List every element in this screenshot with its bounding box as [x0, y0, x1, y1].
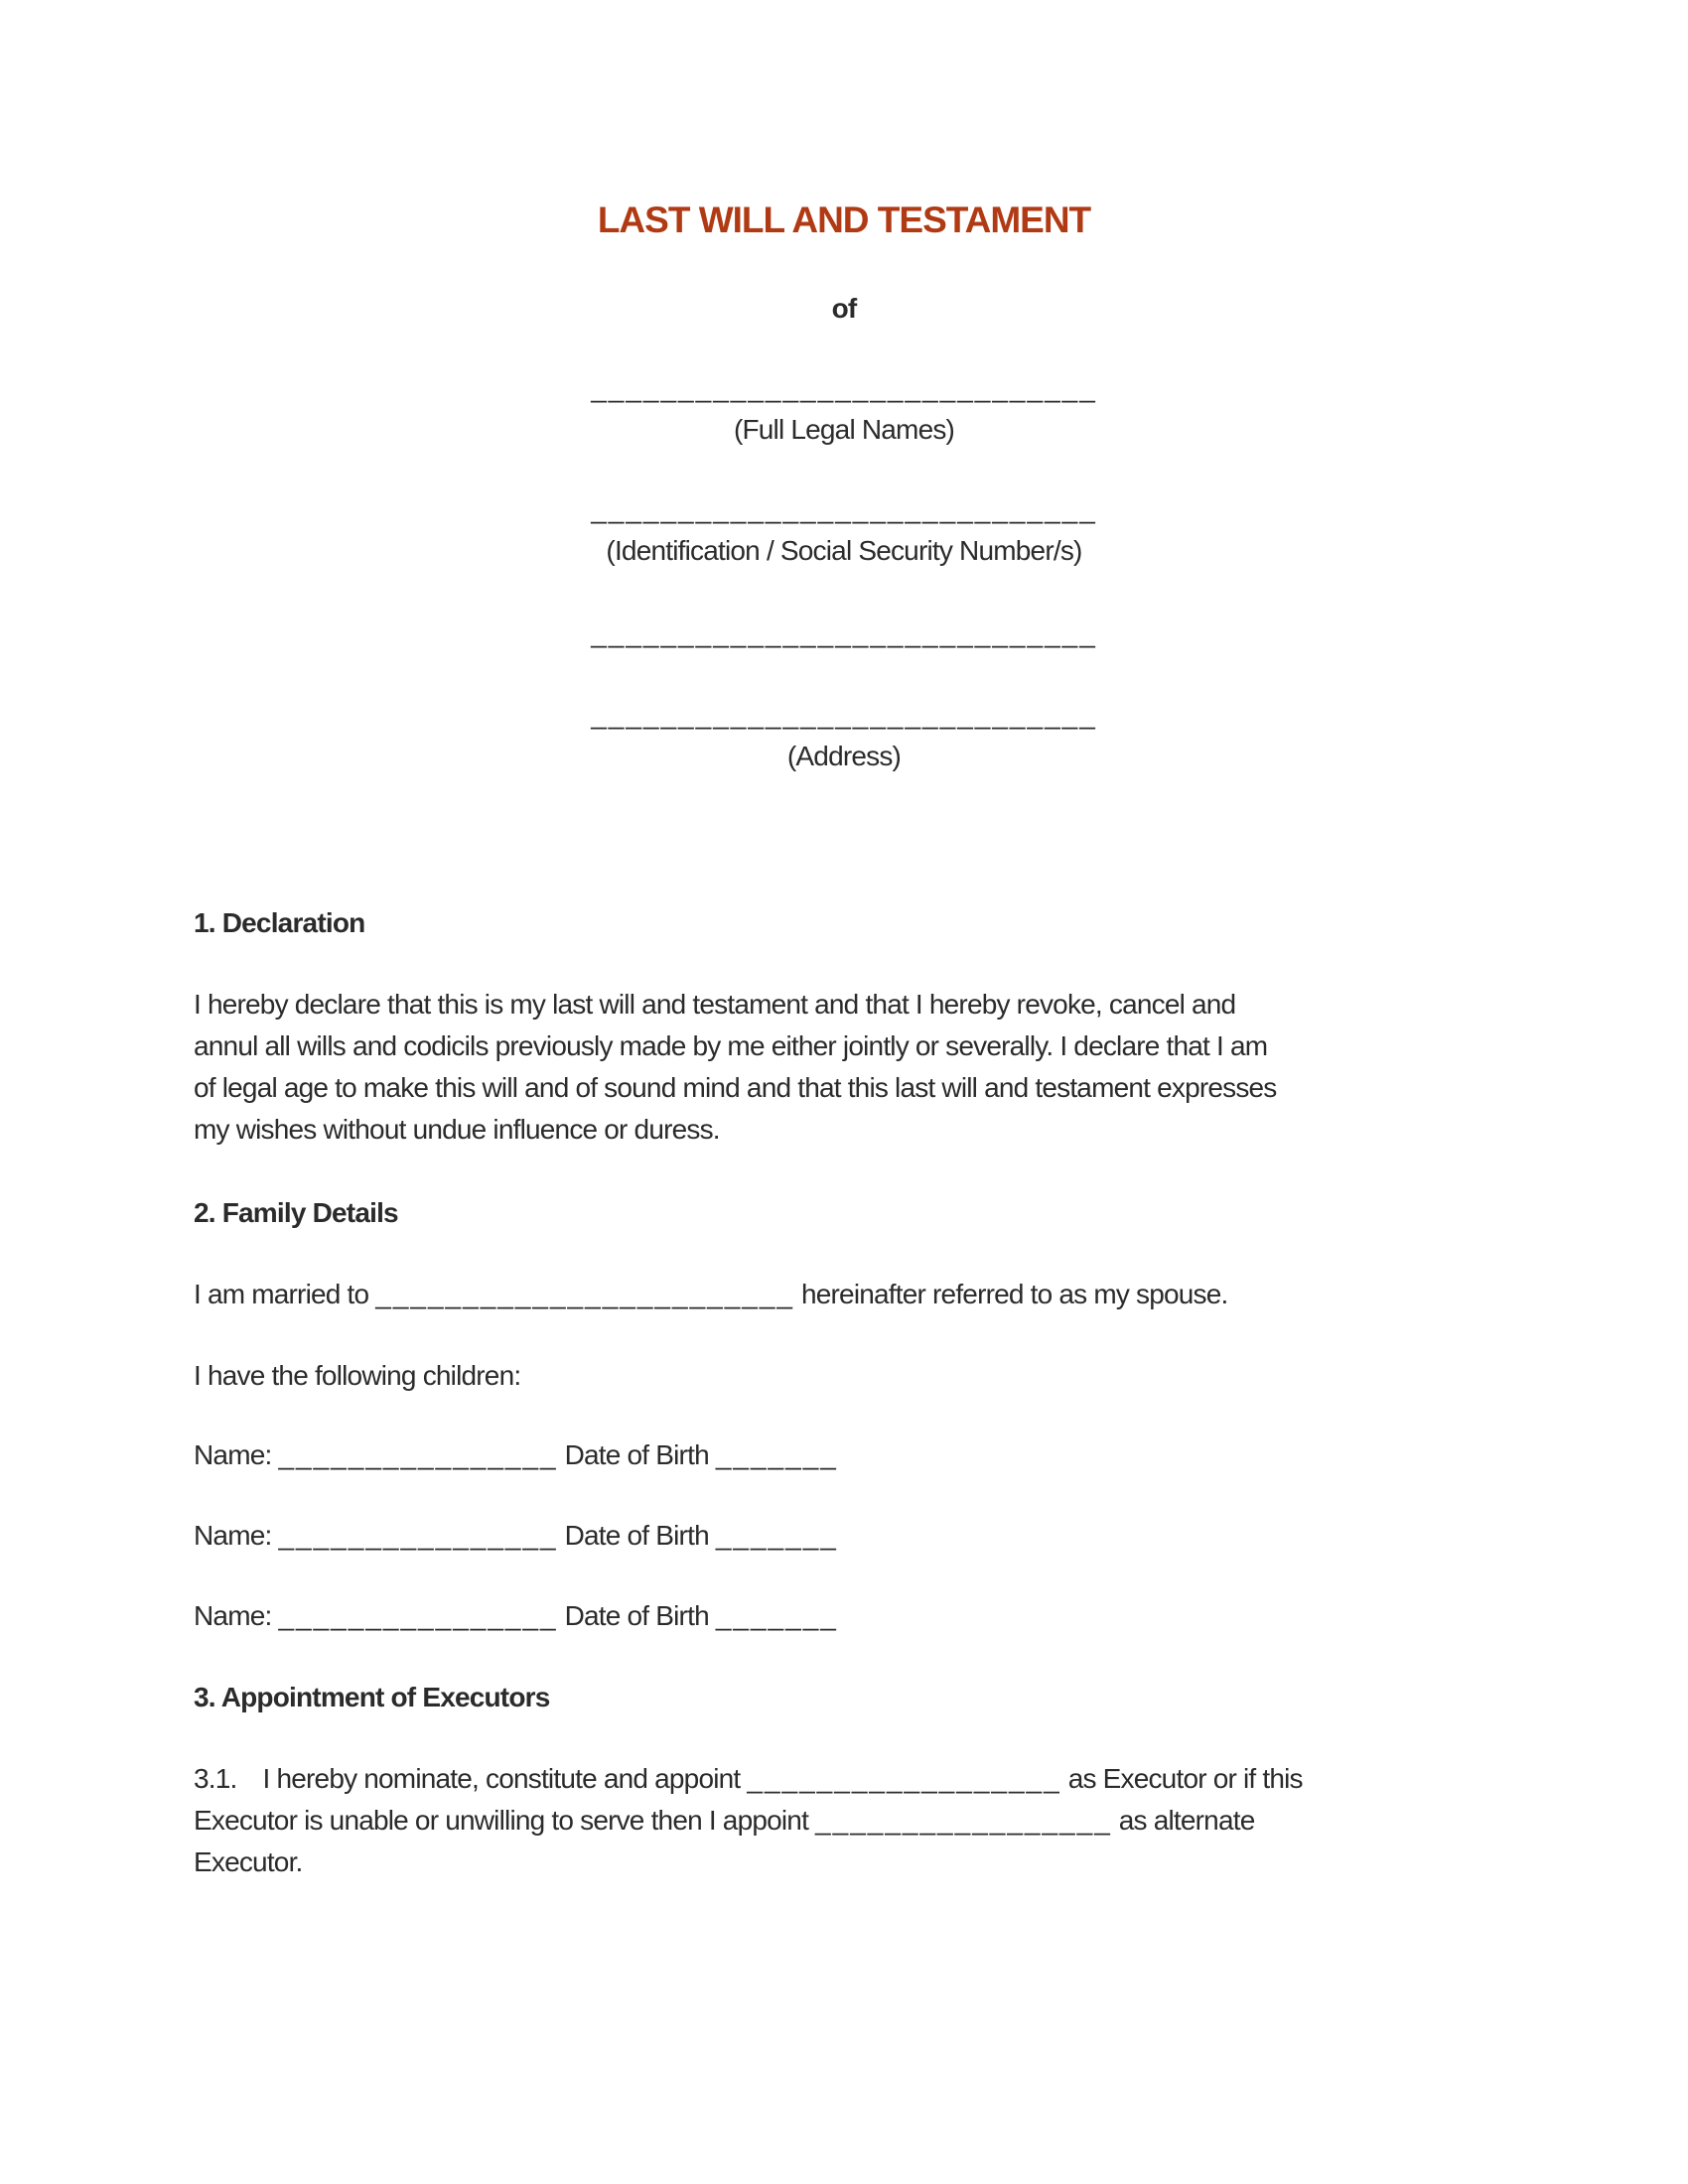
child-name-label: Name:: [194, 1600, 272, 1631]
child-row: [194, 1595, 1494, 1637]
executors-clause-line: [194, 1842, 1494, 1883]
spouse-name-blank[interactable]: ________________________: [375, 1279, 794, 1309]
declaration-line: my wishes without undue influence or duress.: [194, 1114, 720, 1145]
child-name-blank[interactable]: ________________: [278, 1439, 558, 1470]
child-dob-blank[interactable]: _______: [715, 1520, 838, 1551]
children-intro: I have the following children:: [194, 1360, 521, 1391]
executors-clause: [194, 1758, 1494, 1883]
executors-clause-line: [194, 1800, 1494, 1842]
address-line-2-blank[interactable]: _____________________________: [591, 699, 1097, 730]
child-dob-label: Date of Birth: [564, 1439, 709, 1470]
address-line-1-blank[interactable]: _____________________________: [591, 617, 1097, 648]
child-name-label: Name:: [194, 1439, 272, 1470]
child-dob-label: Date of Birth: [564, 1520, 709, 1551]
executors-text: Executor.: [194, 1846, 303, 1877]
executors-text: as Executor or if this: [1067, 1763, 1303, 1794]
alternate-executor-name-blank[interactable]: _________________: [815, 1805, 1112, 1836]
identification-blank[interactable]: _____________________________: [591, 493, 1097, 524]
married-statement-prefix: I am married to: [194, 1279, 369, 1309]
document-title: LAST WILL AND TESTAMENT: [597, 200, 1091, 240]
child-name-label: Name:: [194, 1520, 272, 1551]
address-label: (Address): [786, 741, 902, 771]
declaration-line: I hereby declare that this is my last will and testament and that I hereby revoke, cancel and: [194, 989, 1236, 1020]
clause-number: 3.1.: [194, 1763, 237, 1794]
declaration-line: annul all wills and codicils previously made by me either jointly or severally. I declare that I am: [194, 1030, 1268, 1061]
child-row: [194, 1515, 1494, 1557]
declaration-line: of legal age to make this will and of sound mind and that this last will and testament expresses: [194, 1072, 1277, 1103]
document-subtitle-of: of: [831, 293, 857, 324]
child-name-blank[interactable]: ________________: [278, 1520, 558, 1551]
field-full-legal-names: [194, 367, 1494, 451]
field-address-line-1: [194, 613, 1494, 654]
child-dob-label: Date of Birth: [564, 1600, 709, 1631]
executor-name-blank[interactable]: __________________: [747, 1763, 1061, 1794]
field-identification: [194, 488, 1494, 572]
child-name-blank[interactable]: ________________: [278, 1600, 558, 1631]
executors-clause-line: [194, 1758, 1494, 1800]
child-dob-blank[interactable]: _______: [715, 1439, 838, 1470]
field-address-line-2: [194, 694, 1494, 777]
section-heading-declaration: 1. Declaration: [194, 907, 365, 938]
section-heading-executors: 3. Appointment of Executors: [194, 1682, 550, 1712]
full-legal-names-label: (Full Legal Names): [733, 414, 955, 445]
married-statement: [194, 1274, 1494, 1315]
executors-text: as alternate: [1118, 1805, 1255, 1836]
identification-label: (Identification / Social Security Number/s): [606, 535, 1082, 566]
married-statement-suffix: hereinafter referred to as my spouse.: [800, 1279, 1228, 1309]
declaration-paragraph: [194, 984, 1494, 1151]
full-legal-names-blank[interactable]: _____________________________: [591, 372, 1097, 403]
executors-text: I hereby nominate, constitute and appoint: [262, 1763, 741, 1794]
child-row: [194, 1434, 1494, 1476]
section-heading-family-details: 2. Family Details: [194, 1197, 398, 1228]
child-dob-blank[interactable]: _______: [715, 1600, 838, 1631]
executors-text: Executor is unable or unwilling to serve then I appoint: [194, 1805, 809, 1836]
